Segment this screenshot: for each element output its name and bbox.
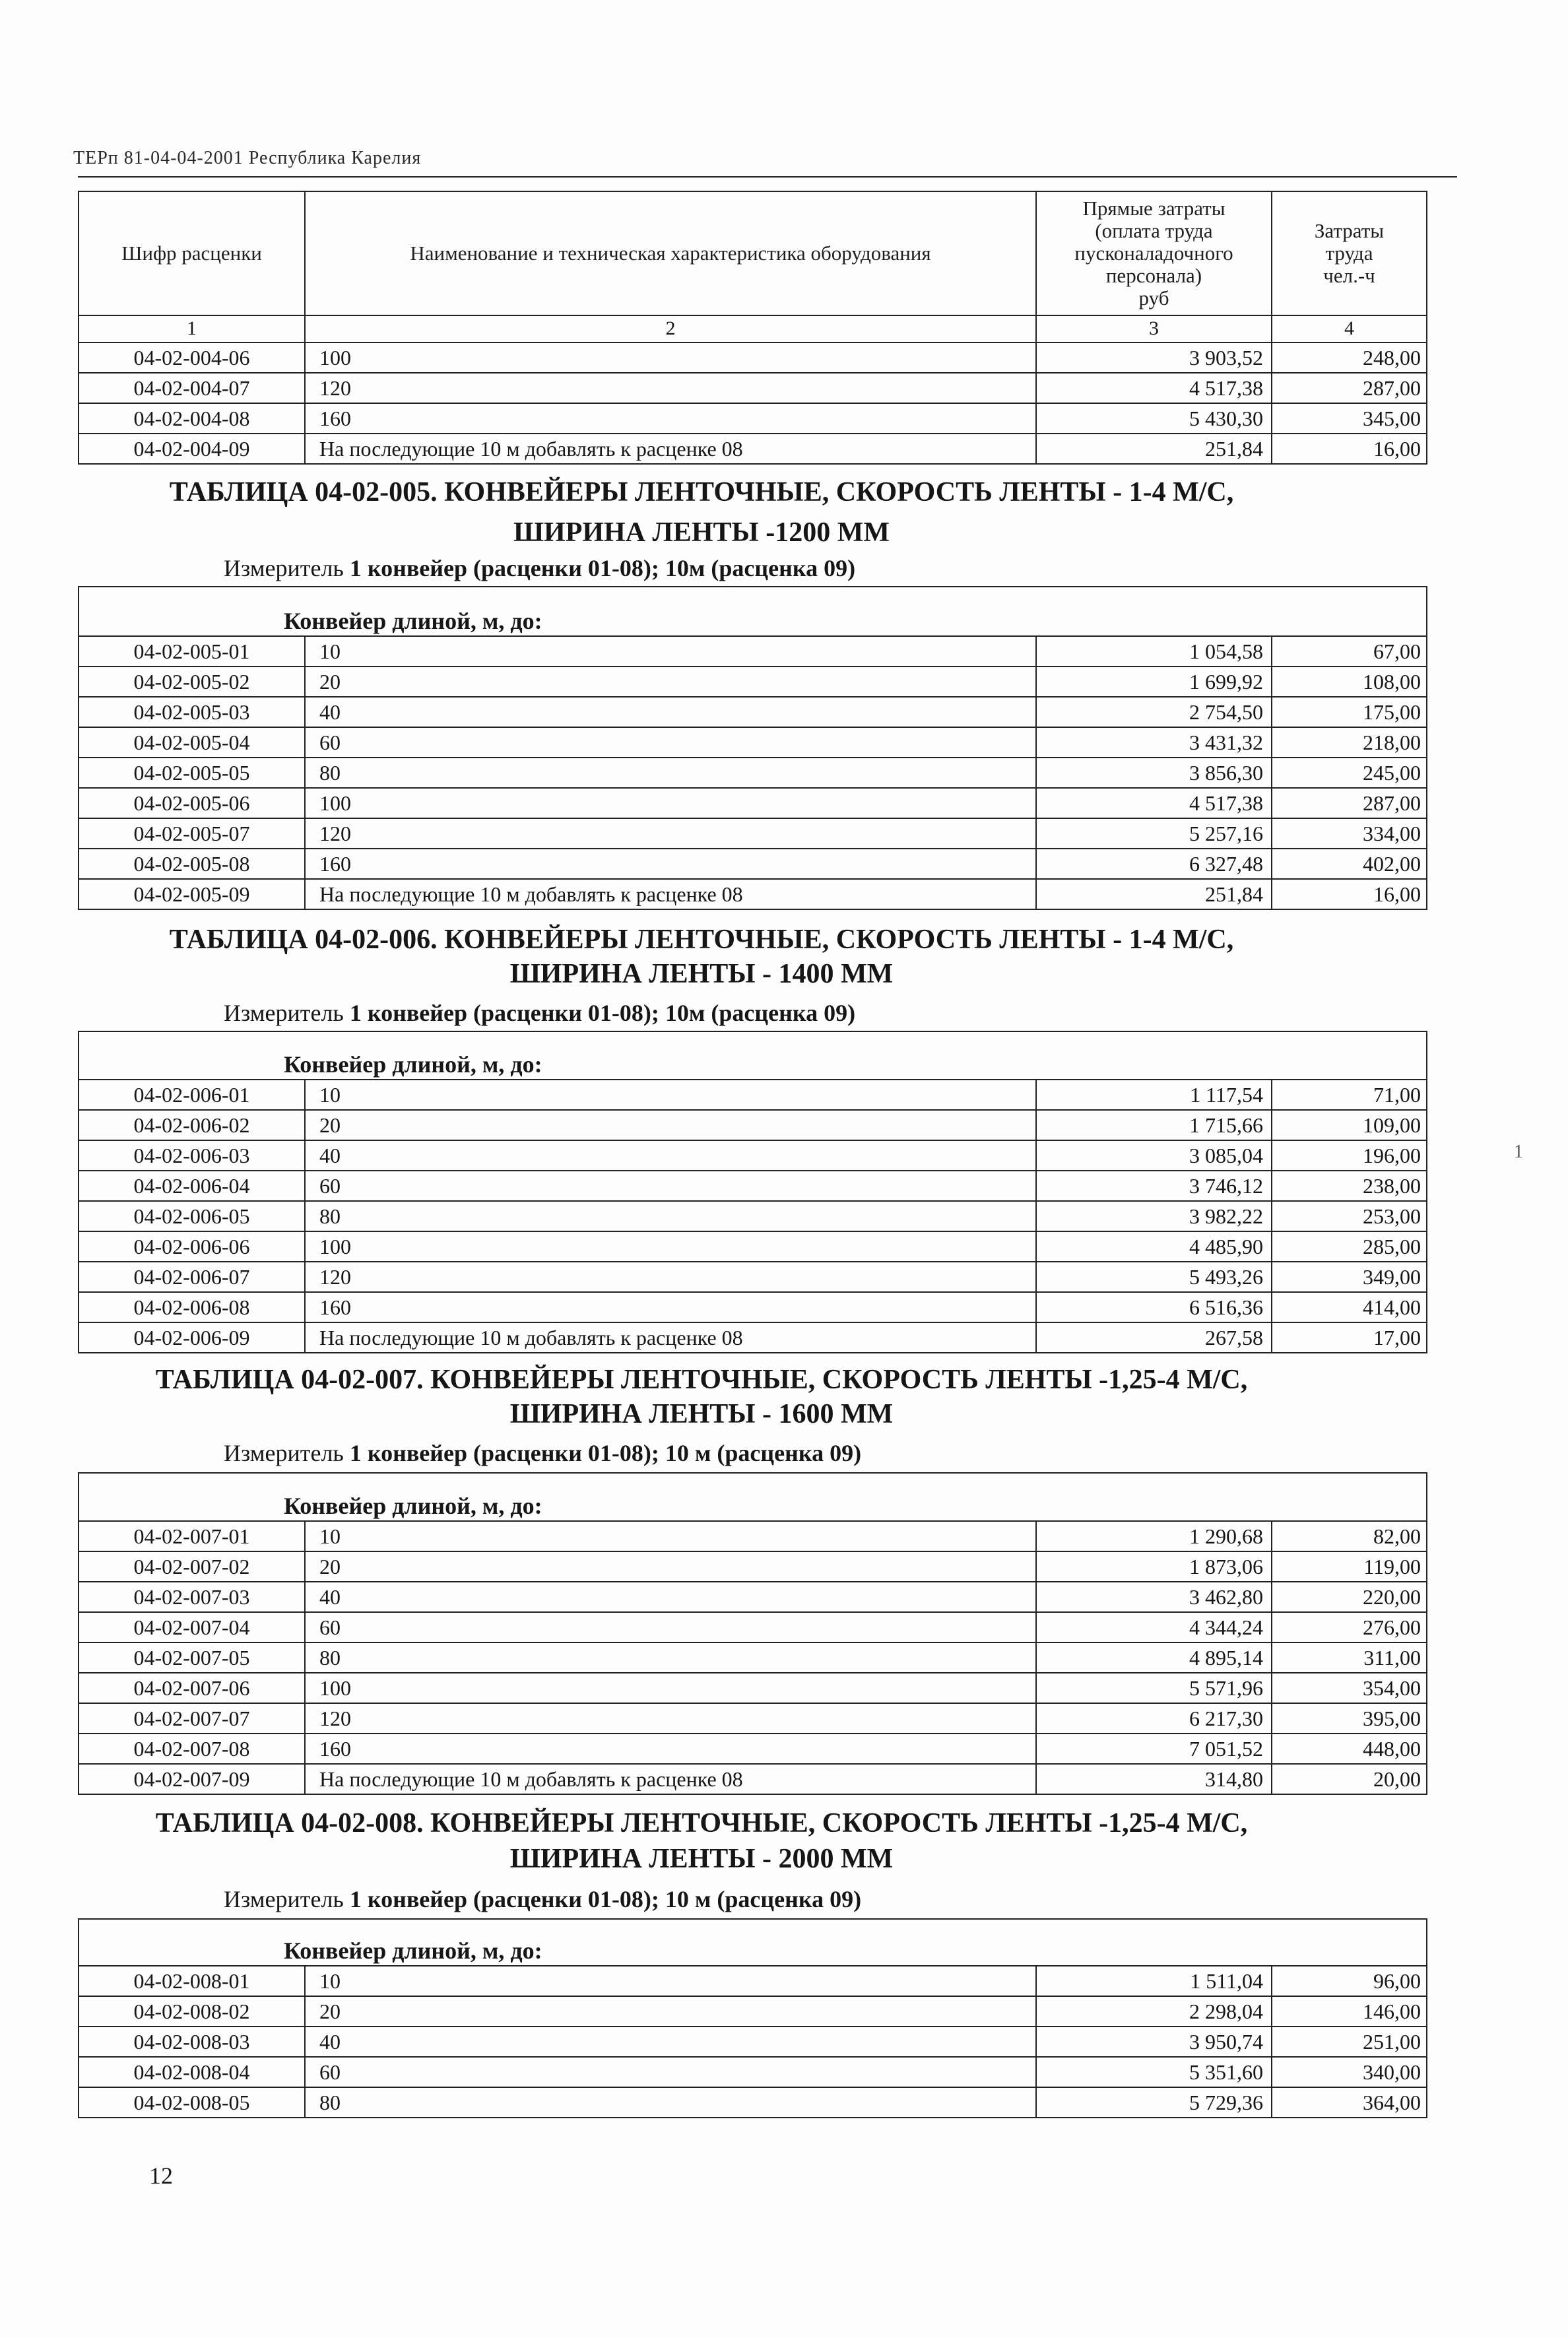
table-04-02-004-rows [78, 343, 1427, 465]
table-title-line: ШИРИНА ЛЕНТЫ -1200 ММ [513, 517, 890, 548]
table-row [79, 1262, 1426, 1293]
rate-code-cell: 04-02-006-08 [79, 1293, 306, 1322]
equipment-description-cell: 80 [306, 1643, 1037, 1672]
table-row [79, 1522, 1426, 1552]
unit-of-measure [224, 554, 855, 582]
table-row [79, 789, 1426, 819]
rate-code-cell: 04-02-005-04 [79, 728, 306, 757]
direct-costs-cell: 5 493,26 [1037, 1262, 1272, 1291]
labor-costs-cell: 253,00 [1363, 1204, 1421, 1228]
equipment-description-cell: 160 [306, 404, 1037, 433]
equipment-description-cell: 80 [306, 2088, 1037, 2117]
column-number: 3 [1037, 316, 1272, 342]
table-title-line: ТАБЛИЦА 04-02-005. КОНВЕЙЕРЫ ЛЕНТОЧНЫЕ, СКОРОСТЬ ЛЕНТЫ - 1-4 М/С, [169, 477, 1234, 507]
column-header-code-label: Шифр расценки [121, 242, 262, 265]
rate-code-cell: 04-02-006-07 [79, 1262, 306, 1291]
table-row [79, 637, 1426, 667]
table-row [79, 1293, 1426, 1323]
rate-code-cell: 04-02-005-02 [79, 667, 306, 696]
labor-costs-cell: 340,00 [1363, 2060, 1421, 2084]
labor-costs-cell: 414,00 [1363, 1295, 1421, 1319]
unit-of-measure-value: 1 конвейер (расценки 01-08); 10 м (расценка 09) [349, 1440, 862, 1466]
labor-costs-cell: 287,00 [1363, 791, 1421, 815]
equipment-description-cell: 120 [306, 373, 1037, 403]
labor-costs-cell: 146,00 [1363, 1999, 1421, 2023]
direct-costs-cell: 4 344,24 [1037, 1613, 1272, 1642]
equipment-description-cell: 40 [306, 698, 1037, 727]
labor-costs-cell: 364,00 [1363, 2091, 1421, 2114]
equipment-description-cell: На последующие 10 м добавлять к расценке 08 [306, 1765, 1037, 1794]
equipment-description-cell: На последующие 10 м добавлять к расценке 08 [306, 434, 1037, 463]
direct-costs-cell: 3 746,12 [1037, 1171, 1272, 1200]
equipment-description-cell: 100 [306, 343, 1037, 372]
table-row [79, 849, 1426, 880]
equipment-description-cell: 40 [306, 1582, 1037, 1611]
rate-code-cell: 04-02-005-05 [79, 758, 306, 787]
table-title-line: ТАБЛИЦА 04-02-008. КОНВЕЙЕРЫ ЛЕНТОЧНЫЕ, СКОРОСТЬ ЛЕНТЫ -1,25-4 М/С, [155, 1808, 1248, 1838]
direct-costs-cell: 6 327,48 [1037, 849, 1272, 878]
table-row [79, 728, 1426, 758]
column-header-code [79, 192, 306, 315]
rate-code-cell: 04-02-005-08 [79, 849, 306, 878]
direct-costs-cell: 3 982,22 [1037, 1202, 1272, 1231]
unit-of-measure-label: Измеритель [224, 1886, 344, 1912]
table-row [79, 1141, 1426, 1171]
labor-costs-cell: 238,00 [1363, 1174, 1421, 1198]
rate-code-cell: 04-02-005-06 [79, 789, 306, 818]
direct-costs-cell: 3 431,32 [1037, 728, 1272, 757]
equipment-description-cell: 80 [306, 1202, 1037, 1231]
table-04-02-007-rows [78, 1522, 1427, 1795]
direct-costs-cell: 4 485,90 [1037, 1232, 1272, 1261]
labor-costs-cell: 349,00 [1363, 1265, 1421, 1289]
rate-code-cell: 04-02-005-09 [79, 880, 306, 909]
equipment-description-cell: 10 [306, 637, 1037, 666]
table-title-line: ТАБЛИЦА 04-02-006. КОНВЕЙЕРЫ ЛЕНТОЧНЫЕ, СКОРОСТЬ ЛЕНТЫ - 1-4 М/С, [169, 925, 1234, 955]
table-04-02-006-rows [78, 1080, 1427, 1353]
rate-code-cell: 04-02-005-07 [79, 819, 306, 848]
rate-code-cell: 04-02-007-09 [79, 1765, 306, 1794]
rate-code-cell: 04-02-004-06 [79, 343, 306, 372]
rate-code-cell: 04-02-007-08 [79, 1734, 306, 1763]
direct-costs-cell: 5 430,30 [1037, 404, 1272, 433]
rate-code-cell: 04-02-005-03 [79, 698, 306, 727]
table-row [79, 698, 1426, 728]
equipment-description-cell: 10 [306, 1966, 1037, 1996]
rate-code-cell: 04-02-004-07 [79, 373, 306, 403]
labor-costs-cell: 287,00 [1363, 376, 1421, 400]
rate-code-cell: 04-02-008-04 [79, 2058, 306, 2087]
column-number: 2 [306, 316, 1037, 342]
column-header-labor-label: Затраты труда [1314, 219, 1385, 265]
column-header-direct-costs-label: Прямые затраты (оплата труда пусконаладочного персонала) [1074, 197, 1233, 287]
table-row [79, 2027, 1426, 2058]
labor-costs-cell: 354,00 [1363, 1676, 1421, 1700]
equipment-description-cell: 100 [306, 1232, 1037, 1261]
labor-costs-cell: 311,00 [1363, 1646, 1421, 1670]
direct-costs-cell: 5 571,96 [1037, 1673, 1272, 1703]
equipment-description-cell: На последующие 10 м добавлять к расценке 08 [306, 1323, 1037, 1352]
direct-costs-cell: 6 516,36 [1037, 1293, 1272, 1322]
rate-code-cell: 04-02-004-08 [79, 404, 306, 433]
equipment-description-cell: 60 [306, 2058, 1037, 2087]
direct-costs-cell: 3 950,74 [1037, 2027, 1272, 2056]
equipment-description-cell: 160 [306, 849, 1037, 878]
table-row [79, 1734, 1426, 1765]
labor-costs-cell: 119,00 [1363, 1555, 1421, 1578]
labor-costs-cell: 16,00 [1373, 882, 1421, 906]
column-numbers-row [78, 316, 1427, 343]
unit-of-measure [224, 1439, 861, 1467]
rate-code-cell: 04-02-006-03 [79, 1141, 306, 1170]
direct-costs-cell: 2 298,04 [1037, 1997, 1272, 2026]
subheading-row [78, 1918, 1427, 1966]
unit-of-measure-label: Измеритель [224, 1440, 344, 1466]
equipment-description-cell: 20 [306, 1111, 1037, 1140]
margin-mark: 1 [1514, 1142, 1523, 1162]
rate-code-cell: 04-02-007-06 [79, 1673, 306, 1703]
table-04-02-005-rows [78, 637, 1427, 910]
equipment-description-cell: 160 [306, 1734, 1037, 1763]
labor-costs-cell: 82,00 [1373, 1524, 1421, 1548]
equipment-description-cell: 20 [306, 667, 1037, 696]
subheading-text: Конвейер длиной, м, до: [284, 1937, 542, 1964]
unit-of-measure-label: Измеритель [224, 1000, 344, 1026]
table-row [79, 373, 1426, 404]
direct-costs-cell: 5 351,60 [1037, 2058, 1272, 2087]
direct-costs-cell: 1 873,06 [1037, 1552, 1272, 1581]
direct-costs-cell: 5 729,36 [1037, 2088, 1272, 2117]
equipment-description-cell: 40 [306, 2027, 1037, 2056]
direct-costs-cell: 3 903,52 [1037, 343, 1272, 372]
running-title: ТЕРп 81-04-04-2001 Республика Карелия [73, 148, 422, 168]
equipment-description-cell: 10 [306, 1522, 1037, 1551]
labor-costs-cell: 71,00 [1373, 1083, 1421, 1107]
unit-of-measure [224, 999, 855, 1027]
equipment-description-cell: 120 [306, 1262, 1037, 1291]
labor-costs-cell: 108,00 [1363, 670, 1421, 694]
direct-costs-cell: 2 754,50 [1037, 698, 1272, 727]
labor-costs-cell: 251,00 [1363, 2030, 1421, 2054]
unit-of-measure-value: 1 конвейер (расценки 01-08); 10 м (расценка 09) [349, 1886, 862, 1912]
subheading-row [78, 586, 1427, 637]
header-rule [78, 176, 1457, 178]
column-number: 4 [1344, 317, 1354, 339]
table-row [79, 1111, 1426, 1141]
labor-costs-cell: 109,00 [1363, 1113, 1421, 1137]
labor-costs-cell: 67,00 [1373, 639, 1421, 663]
labor-costs-cell: 345,00 [1363, 406, 1421, 430]
column-header-direct-costs [1037, 192, 1272, 315]
direct-costs-cell: 1 699,92 [1037, 667, 1272, 696]
direct-costs-cell: 3 856,30 [1037, 758, 1272, 787]
unit-of-measure-label: Измеритель [224, 555, 344, 581]
column-header-name-label: Наименование и техническая характеристика оборудования [410, 242, 931, 265]
table-row [79, 1673, 1426, 1704]
labor-costs-cell: 245,00 [1363, 761, 1421, 785]
labor-costs-cell: 96,00 [1373, 1969, 1421, 1993]
rate-code-cell: 04-02-006-09 [79, 1323, 306, 1352]
labor-costs-cell: 248,00 [1363, 346, 1421, 370]
rate-code-cell: 04-02-006-01 [79, 1080, 306, 1109]
rate-code-cell: 04-02-004-09 [79, 434, 306, 463]
rate-code-cell: 04-02-006-04 [79, 1171, 306, 1200]
direct-costs-cell: 4 517,38 [1037, 373, 1272, 403]
rate-code-cell: 04-02-007-05 [79, 1643, 306, 1672]
table-row [79, 1966, 1426, 1997]
table-04-02-008-rows [78, 1966, 1427, 2118]
labor-costs-cell: 448,00 [1363, 1737, 1421, 1761]
subheading-text: Конвейер длиной, м, до: [284, 1051, 542, 1078]
labor-costs-cell: 196,00 [1363, 1144, 1421, 1167]
direct-costs-cell: 5 257,16 [1037, 819, 1272, 848]
table-row [79, 1552, 1426, 1582]
direct-costs-cell: 6 217,30 [1037, 1704, 1272, 1733]
equipment-description-cell: 60 [306, 728, 1037, 757]
table-row [79, 1202, 1426, 1232]
direct-costs-cell: 1 511,04 [1037, 1966, 1272, 1996]
column-header-direct-costs-unit: руб [1138, 286, 1169, 309]
rate-code-cell: 04-02-007-03 [79, 1582, 306, 1611]
rate-code-cell: 04-02-005-01 [79, 637, 306, 666]
direct-costs-cell: 251,84 [1037, 434, 1272, 463]
table-title-line: ТАБЛИЦА 04-02-007. КОНВЕЙЕРЫ ЛЕНТОЧНЫЕ, СКОРОСТЬ ЛЕНТЫ -1,25-4 М/С, [155, 1365, 1248, 1395]
column-header-labor-unit: чел.-ч [1323, 264, 1375, 287]
equipment-description-cell: На последующие 10 м добавлять к расценке 08 [306, 880, 1037, 909]
equipment-description-cell: 160 [306, 1293, 1037, 1322]
table-row [79, 1171, 1426, 1202]
unit-of-measure-value: 1 конвейер (расценки 01-08); 10м (расценка 09) [349, 1000, 856, 1026]
rate-code-cell: 04-02-008-02 [79, 1997, 306, 2026]
rate-code-cell: 04-02-006-05 [79, 1202, 306, 1231]
equipment-description-cell: 60 [306, 1171, 1037, 1200]
subheading-text: Конвейер длиной, м, до: [284, 1493, 542, 1519]
rate-code-cell: 04-02-007-07 [79, 1704, 306, 1733]
column-number: 1 [79, 316, 306, 342]
column-header-labor [1272, 192, 1426, 315]
unit-of-measure [224, 1885, 861, 1913]
table-row [79, 1080, 1426, 1111]
labor-costs-cell: 334,00 [1363, 822, 1421, 845]
labor-costs-cell: 220,00 [1363, 1585, 1421, 1609]
equipment-description-cell: 40 [306, 1141, 1037, 1170]
labor-costs-cell: 20,00 [1373, 1767, 1421, 1791]
direct-costs-cell: 3 085,04 [1037, 1141, 1272, 1170]
subheading-text: Конвейер длиной, м, до: [284, 608, 542, 634]
subheading-row [78, 1031, 1427, 1080]
labor-costs-cell: 402,00 [1363, 852, 1421, 876]
rate-code-cell: 04-02-006-02 [79, 1111, 306, 1140]
labor-costs-cell: 395,00 [1363, 1706, 1421, 1730]
rate-code-cell: 04-02-008-05 [79, 2088, 306, 2117]
labor-costs-cell: 218,00 [1363, 731, 1421, 754]
table-title-line: ШИРИНА ЛЕНТЫ - 2000 ММ [509, 1844, 894, 1874]
labor-costs-cell: 276,00 [1363, 1615, 1421, 1639]
rate-code-cell: 04-02-007-01 [79, 1522, 306, 1551]
table-row [79, 1704, 1426, 1734]
table-title-line: ШИРИНА ЛЕНТЫ - 1400 ММ [509, 959, 894, 989]
labor-costs-cell: 285,00 [1363, 1235, 1421, 1258]
page-number: 12 [149, 2162, 173, 2189]
labor-costs-cell: 16,00 [1373, 437, 1421, 461]
direct-costs-cell: 4 895,14 [1037, 1643, 1272, 1672]
table-row [79, 1765, 1426, 1795]
table-row [79, 434, 1426, 465]
equipment-description-cell: 10 [306, 1080, 1037, 1109]
equipment-description-cell: 20 [306, 1997, 1037, 2026]
equipment-description-cell: 120 [306, 819, 1037, 848]
equipment-description-cell: 60 [306, 1613, 1037, 1642]
direct-costs-cell: 267,58 [1037, 1323, 1272, 1352]
table-row [79, 2088, 1426, 2118]
table-row [79, 1643, 1426, 1673]
table-title-line: ШИРИНА ЛЕНТЫ - 1600 ММ [509, 1399, 894, 1429]
table-row [79, 880, 1426, 910]
rate-code-cell: 04-02-008-01 [79, 1966, 306, 1996]
direct-costs-cell: 1 117,54 [1037, 1080, 1272, 1109]
rate-code-cell: 04-02-007-04 [79, 1613, 306, 1642]
direct-costs-cell: 1 715,66 [1037, 1111, 1272, 1140]
rate-code-cell: 04-02-006-06 [79, 1232, 306, 1261]
direct-costs-cell: 1 054,58 [1037, 637, 1272, 666]
table-row [79, 1613, 1426, 1643]
rate-code-cell: 04-02-008-03 [79, 2027, 306, 2056]
table-row [79, 1997, 1426, 2027]
equipment-description-cell: 80 [306, 758, 1037, 787]
labor-costs-cell: 17,00 [1373, 1326, 1421, 1349]
table-row [79, 343, 1426, 373]
table-row [79, 2058, 1426, 2088]
equipment-description-cell: 20 [306, 1552, 1037, 1581]
table-row [79, 758, 1426, 789]
unit-of-measure-value: 1 конвейер (расценки 01-08); 10м (расценка 09) [349, 555, 856, 581]
column-header-name [306, 192, 1037, 315]
direct-costs-cell: 7 051,52 [1037, 1734, 1272, 1763]
direct-costs-cell: 4 517,38 [1037, 789, 1272, 818]
rate-code-cell: 04-02-007-02 [79, 1552, 306, 1581]
subheading-row [78, 1472, 1427, 1522]
direct-costs-cell: 1 290,68 [1037, 1522, 1272, 1551]
table-row [79, 819, 1426, 849]
equipment-description-cell: 120 [306, 1704, 1037, 1733]
equipment-description-cell: 100 [306, 1673, 1037, 1703]
table-row [79, 667, 1426, 698]
direct-costs-cell: 251,84 [1037, 880, 1272, 909]
table-row [79, 404, 1426, 434]
direct-costs-cell: 3 462,80 [1037, 1582, 1272, 1611]
labor-costs-cell: 175,00 [1363, 700, 1421, 724]
table-row [79, 1582, 1426, 1613]
table-row [79, 1323, 1426, 1353]
direct-costs-cell: 314,80 [1037, 1765, 1272, 1794]
equipment-description-cell: 100 [306, 789, 1037, 818]
table-header-row [78, 191, 1427, 316]
table-row [79, 1232, 1426, 1262]
